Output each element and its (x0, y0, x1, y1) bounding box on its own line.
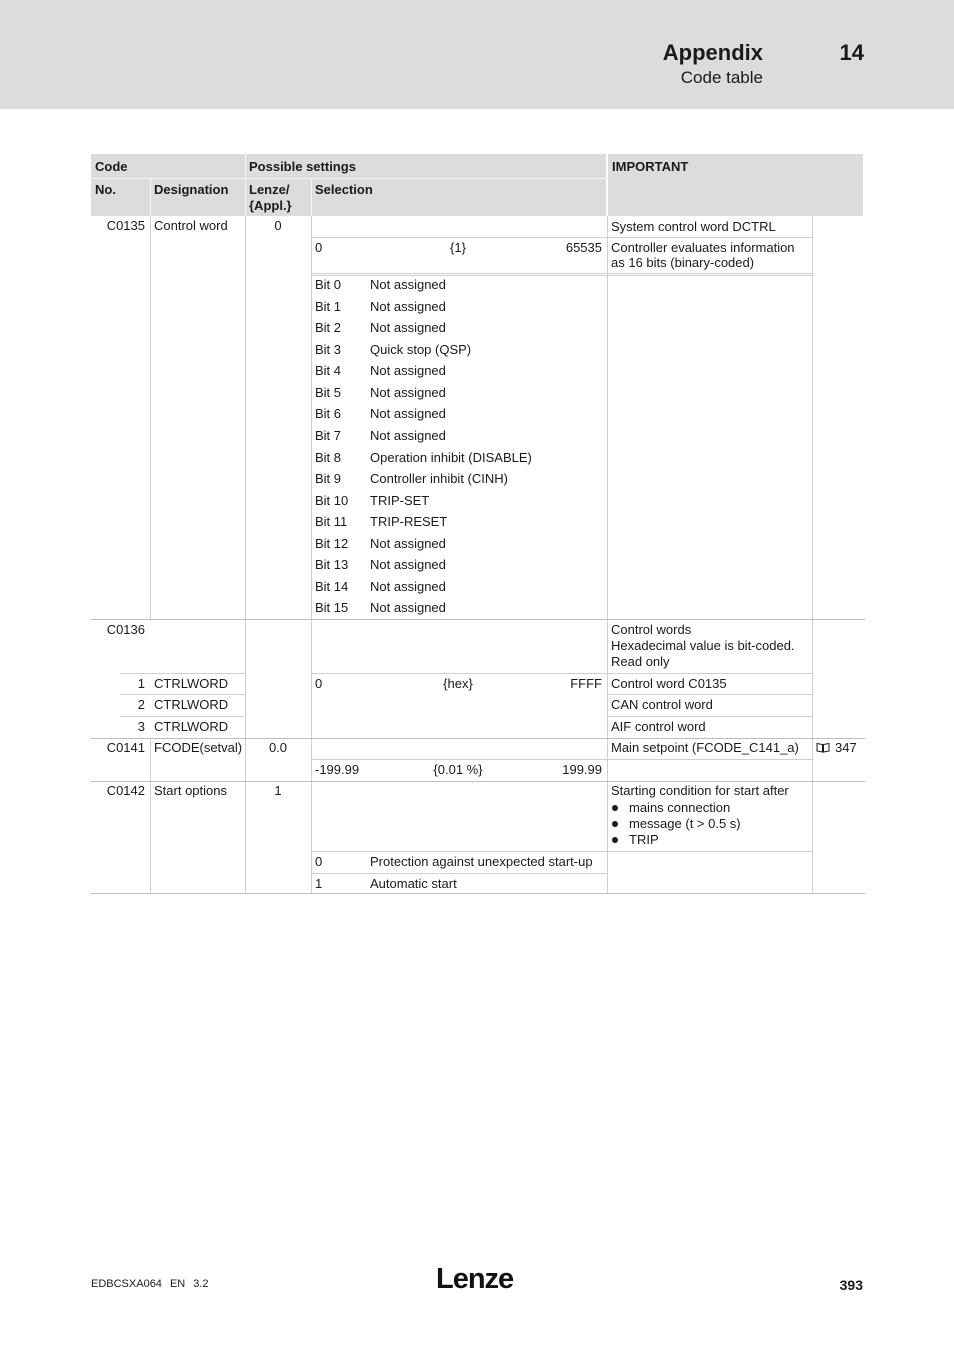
bit-label: Not assigned (370, 536, 446, 551)
c0142-bullet: message (t > 0.5 s) (629, 816, 741, 831)
subcode-important: CAN control word (611, 697, 713, 712)
subcode-important: Control word C0135 (611, 676, 727, 691)
c0136-code: C0136 (106, 622, 145, 637)
header-appl: {Appl.} (249, 198, 292, 213)
c0141-range-min: -199.99 (315, 762, 360, 777)
c0142-bullet: TRIP (629, 832, 659, 847)
c0142-designation: Start options (154, 783, 227, 798)
bit-number: Bit 8 (315, 450, 342, 465)
bit-label: Not assigned (370, 406, 446, 421)
bit-label: Not assigned (370, 363, 446, 378)
bit-number: Bit 5 (315, 385, 342, 400)
bit-label: Not assigned (370, 385, 446, 400)
bit-label: Not assigned (370, 277, 446, 292)
c0135-range-min: 0 (315, 240, 323, 255)
c0142-bullet: mains connection (629, 800, 731, 815)
header-no: No. (95, 182, 116, 197)
footer-doc-info (91, 1278, 217, 1290)
book-reference-icon (816, 742, 830, 753)
page-number: 393 (839, 1277, 863, 1293)
bit-number: Bit 1 (315, 299, 342, 314)
bit-number: Bit 14 (315, 579, 349, 594)
c0135-range-info-1: Controller evaluates information (611, 240, 795, 255)
bit-number: Bit 3 (315, 342, 342, 357)
c0136-important-3: Read only (611, 654, 670, 669)
lenze-logo: Lenze (436, 1263, 514, 1295)
header-subtitle: Code table (680, 68, 763, 87)
c0135-range-max: 65535 (565, 240, 602, 255)
subcode-index: 2 (137, 697, 145, 712)
doc-version: 3.2 (193, 1278, 209, 1290)
bit-label: Operation inhibit (DISABLE) (370, 450, 532, 465)
c0142-important-intro: Starting condition for start after (611, 783, 789, 798)
subcode-designation: CTRLWORD (154, 676, 229, 691)
option-label: Automatic start (370, 876, 457, 891)
bit-number: Bit 15 (315, 600, 349, 615)
c0135-range-step: {1} (450, 240, 466, 255)
option-value: 1 (315, 876, 323, 891)
c0136-range-step: {hex} (443, 676, 473, 691)
header-lenze: Lenze/ (249, 182, 290, 197)
c0136-important-2: Hexadecimal value is bit-coded. (611, 638, 795, 653)
subcode-designation: CTRLWORD (154, 697, 229, 712)
bit-label: Controller inhibit (CINH) (370, 471, 508, 486)
subcode-important: AIF control word (611, 719, 706, 734)
bit-label: Not assigned (370, 299, 446, 314)
bit-number: Bit 13 (315, 557, 349, 572)
doc-language: EN (169, 1278, 186, 1290)
c0142-lenze: 1 (274, 783, 282, 798)
option-label: Protection against unexpected start-up (370, 854, 593, 869)
c0141-code: C0141 (106, 740, 145, 755)
bit-number: Bit 9 (315, 471, 342, 486)
bit-number: Bit 4 (315, 363, 342, 378)
bullet-icon (612, 821, 618, 827)
header-code: Code (95, 159, 128, 174)
subcode-designation: CTRLWORD (154, 719, 229, 734)
header-selection: Selection (315, 182, 373, 197)
header-designation: Designation (154, 182, 229, 197)
bit-number: Bit 12 (315, 536, 349, 551)
c0136-important-1: Control words (611, 622, 692, 637)
chapter-number: 14 (839, 40, 864, 65)
c0135-lenze: 0 (274, 218, 282, 233)
c0141-important: Main setpoint (FCODE_C141_a) (611, 740, 799, 755)
bit-label: Not assigned (370, 320, 446, 335)
option-value: 0 (315, 854, 323, 869)
bullet-icon (612, 837, 618, 843)
bit-label: Quick stop (QSP) (370, 342, 472, 357)
bullet-icon (612, 805, 618, 811)
c0136-range-min: 0 (315, 676, 323, 691)
bit-number: Bit 10 (315, 493, 349, 508)
c0135-range-info-2: as 16 bits (binary-coded) (611, 255, 755, 270)
c0135-code: C0135 (106, 218, 145, 233)
bit-label: Not assigned (370, 600, 446, 615)
c0136-range-max: FFFF (570, 676, 602, 691)
bit-label: TRIP-SET (370, 493, 430, 508)
header-title: Appendix (662, 40, 763, 65)
c0141-range-max: 199.99 (562, 762, 602, 777)
bit-label: Not assigned (370, 579, 446, 594)
c0141-designation: FCODE(setval) (154, 740, 243, 755)
subcode-index: 1 (137, 676, 145, 691)
bit-number: Bit 0 (315, 277, 342, 292)
header-important: IMPORTANT (612, 159, 689, 174)
bit-number: Bit 7 (315, 428, 342, 443)
c0141-ref-page[interactable]: 347 (835, 740, 857, 755)
doc-id: EDBCSXA064 (91, 1278, 162, 1290)
bit-number: Bit 6 (315, 406, 342, 421)
subcode-index: 3 (137, 719, 145, 734)
bit-number: Bit 2 (315, 320, 342, 335)
c0142-code: C0142 (106, 783, 145, 798)
c0141-lenze: 0.0 (268, 740, 288, 755)
c0141-range-step: {0.01 %} (433, 762, 483, 777)
bit-number: Bit 11 (315, 514, 348, 529)
c0135-important: System control word DCTRL (611, 219, 776, 234)
header-possible-settings: Possible settings (249, 159, 356, 174)
bit-label: TRIP-RESET (370, 514, 448, 529)
c0135-designation: Control word (154, 218, 228, 233)
bit-label: Not assigned (370, 428, 446, 443)
bit-label: Not assigned (370, 557, 446, 572)
